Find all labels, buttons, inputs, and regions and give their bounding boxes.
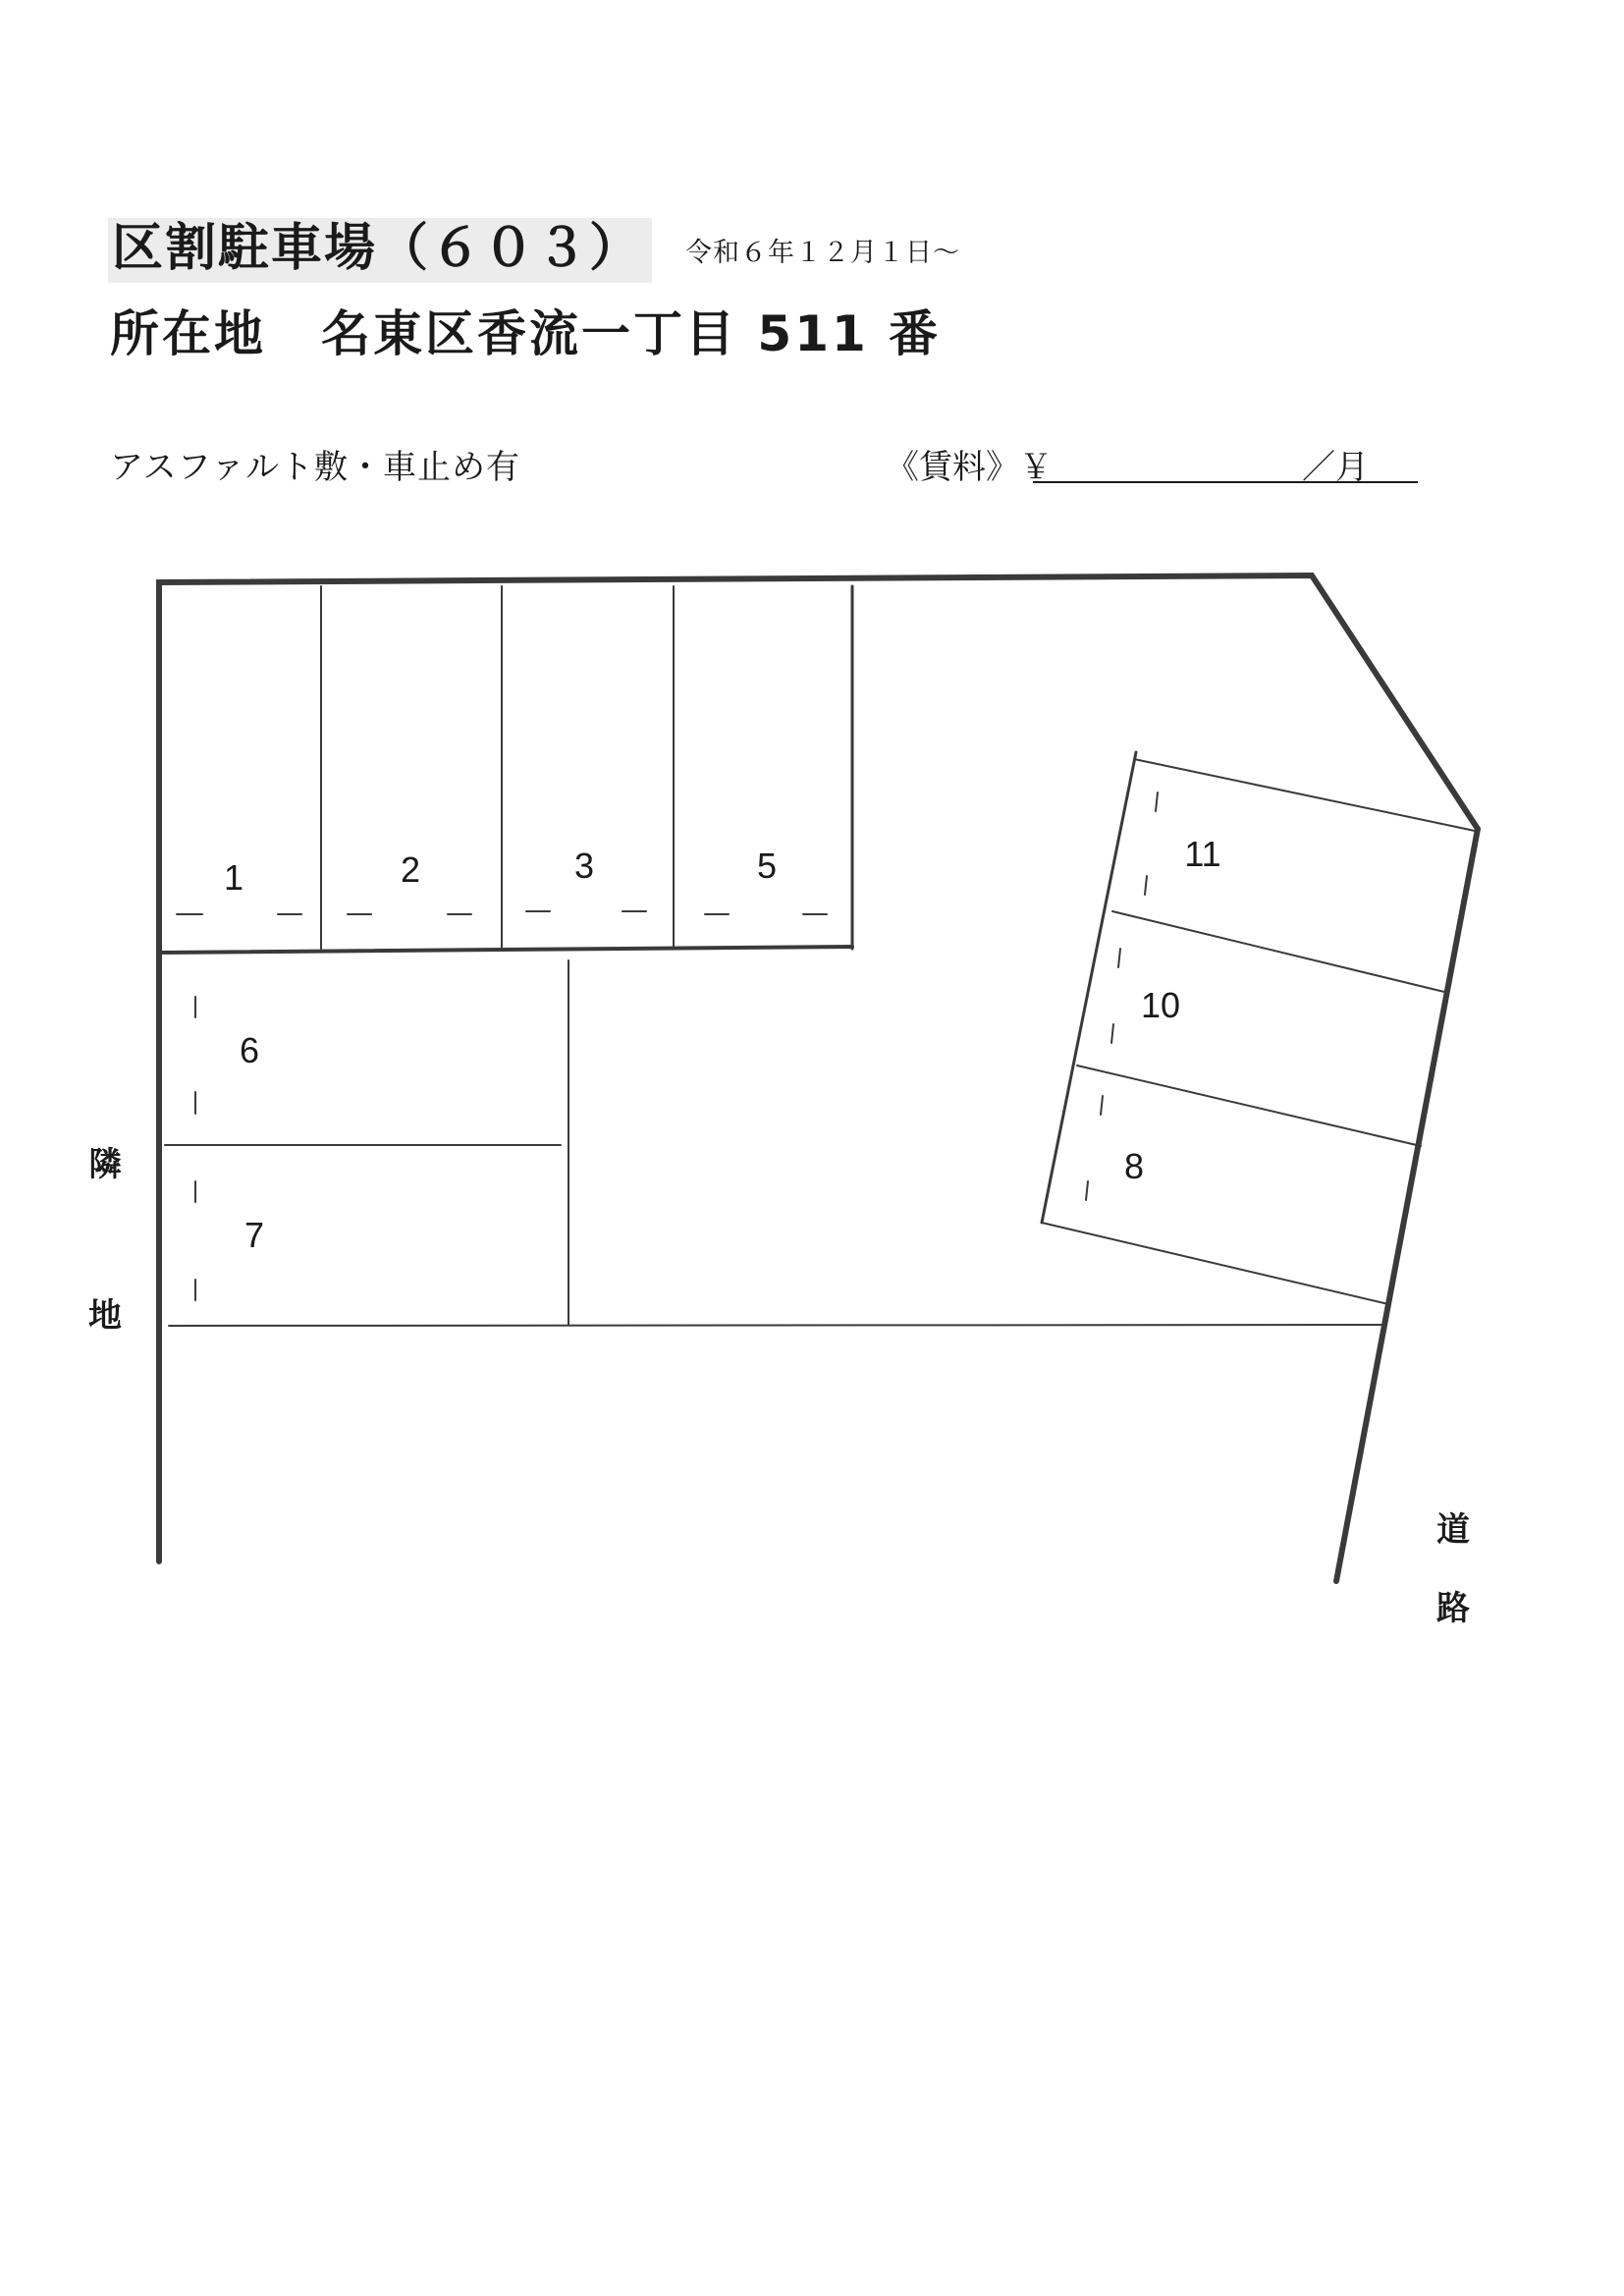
space-number-7: 7 bbox=[244, 1215, 265, 1255]
top-row-bottom bbox=[159, 947, 852, 953]
rent-label: 《賃料》￥ bbox=[886, 448, 1053, 487]
lot-boundary bbox=[159, 575, 1478, 1581]
space-number-6: 6 bbox=[239, 1030, 260, 1070]
space-number-2: 2 bbox=[400, 849, 421, 890]
space-number-1: 1 bbox=[223, 857, 244, 898]
lot-title: 区割駐車場（６０３） bbox=[108, 218, 652, 283]
location-label: 所在地 bbox=[110, 305, 266, 362]
rent-unit: ／月 bbox=[1302, 448, 1369, 487]
space-number-5: 5 bbox=[756, 846, 778, 886]
diag-10-8 bbox=[1077, 1066, 1421, 1146]
diag-top-11 bbox=[1134, 759, 1475, 831]
neighbor-label-1: 隣 bbox=[88, 1145, 122, 1184]
road-label-1: 道 bbox=[1436, 1510, 1470, 1550]
bottom-line bbox=[169, 1325, 1385, 1326]
diag-left-edge bbox=[1042, 752, 1136, 1223]
space-number-10: 10 bbox=[1140, 985, 1181, 1025]
space-number-11: 11 bbox=[1184, 834, 1221, 874]
location-value: 名東区香流一丁目 511 番 bbox=[321, 305, 942, 362]
diag-11-10 bbox=[1112, 911, 1444, 992]
space-number-3: 3 bbox=[573, 846, 595, 886]
road-label-2: 路 bbox=[1436, 1589, 1470, 1628]
space-number-8: 8 bbox=[1123, 1146, 1145, 1186]
neighbor-label-2: 地 bbox=[88, 1296, 122, 1336]
start-date: 令和６年１２月１日～ bbox=[685, 237, 961, 268]
surface-note: アスファルト敷・車止め有 bbox=[110, 448, 520, 487]
diag-bottom-8 bbox=[1042, 1223, 1388, 1304]
